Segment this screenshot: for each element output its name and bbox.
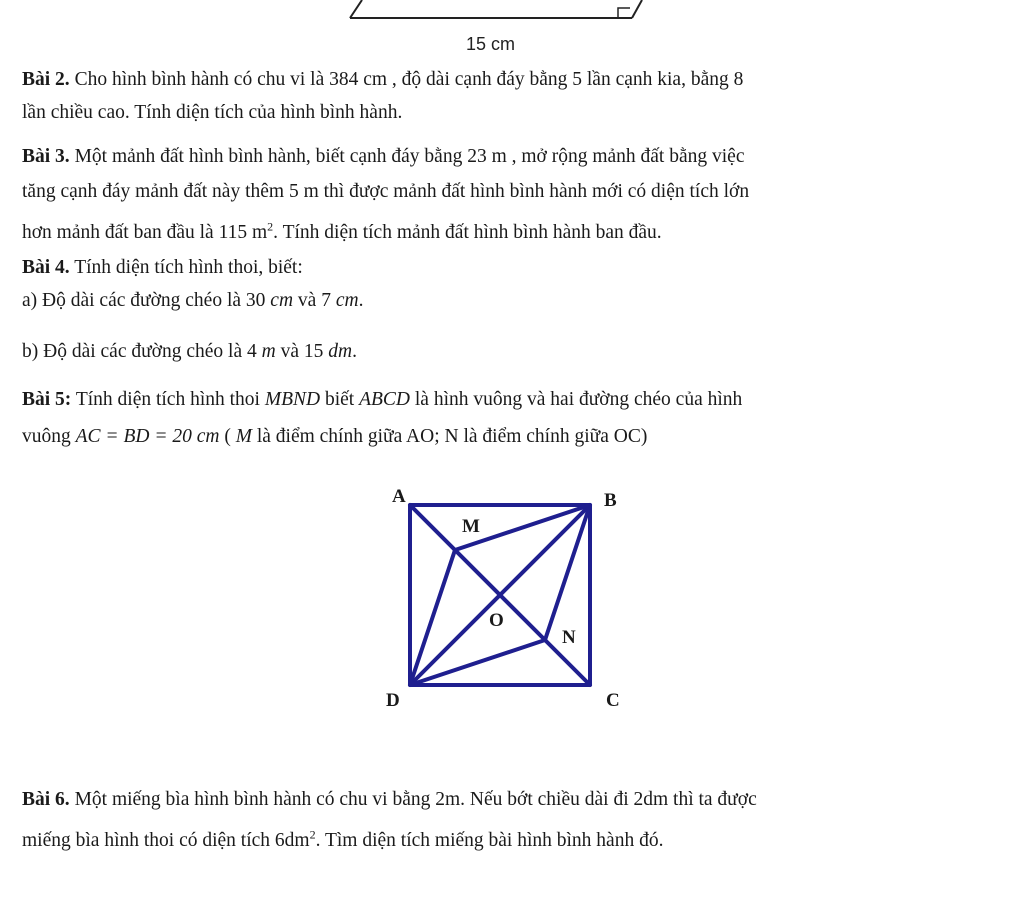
top-figure-line-right <box>632 0 642 18</box>
bai6-title: Bài 6. <box>22 789 70 810</box>
bai3-exponent: 2 <box>267 219 274 234</box>
bai3-text1: Một mảnh đất hình bình hành, biết cạnh đáy bằng 23 m , mở rộng mảnh đất bằng việc <box>69 146 745 167</box>
label-o: O <box>489 610 504 631</box>
bai5-mbnd: MBND <box>264 389 321 410</box>
bai3-text2: tăng cạnh đáy mảnh đất này thêm 5 m thì được mảnh đất hình bình hành mới có diện tích lớn <box>22 181 750 202</box>
bai3-title: Bài 3. <box>22 146 70 167</box>
bai5-m: M <box>235 426 252 447</box>
bai2-text1: Cho hình bình hành có chu vi là 384 cm , độ dài cạnh đáy bằng 5 lần cạnh kia, bằng 8 <box>69 69 744 90</box>
bai4-a-unit1: cm <box>270 290 294 311</box>
bai4-title: Bài 4. <box>22 257 70 278</box>
bai5-text2c: là điểm chính giữa AO; N là điểm chính giữa OC) <box>251 426 648 447</box>
bai2-text2: lần chiều cao. Tính diện tích của hình bình hành. <box>22 102 403 123</box>
bai5-equation: AC = BD = 20 cm <box>75 426 220 447</box>
bai4-text: Tính diện tích hình thoi, biết: <box>69 257 303 278</box>
top-figure <box>0 0 1024 60</box>
bai5-line1 <box>22 388 742 412</box>
bai2-title: Bài 2. <box>22 69 70 90</box>
bai5-text2b: ( <box>219 426 236 447</box>
bai4-a-mid: và 7 <box>293 290 336 311</box>
label-n: N <box>562 627 576 648</box>
bai6-line2 <box>22 829 663 853</box>
label-b: B <box>604 490 617 511</box>
bai5-line2 <box>22 425 647 449</box>
bai6-line1 <box>22 788 757 812</box>
bai5-text2a: vuông <box>22 426 76 447</box>
bai3-text3b: . Tính diện tích mảnh đất hình bình hành ban đầu. <box>273 222 662 243</box>
bai4-b-unit1: m <box>261 341 276 362</box>
label-c: C <box>606 690 620 710</box>
bai2-line1 <box>22 68 743 92</box>
bai2-line2 <box>22 101 402 125</box>
bai4-part-b <box>22 340 357 364</box>
bai6-text1: Một miếng bìa hình bình hành có chu vi bằng 2m. Nếu bớt chiều dài đi 2dm thì ta được <box>69 789 757 810</box>
label-d: D <box>386 690 400 710</box>
square-rhombus-figure <box>370 480 660 710</box>
bai5-text1a: Tính diện tích hình thoi <box>71 389 265 410</box>
right-angle-mark <box>618 8 630 18</box>
bai6-text2a: miếng bìa hình thoi có diện tích 6dm <box>22 830 310 851</box>
bai4-a-end: . <box>358 290 364 311</box>
bai3-line2 <box>22 180 749 204</box>
bai4-b-unit2: dm <box>328 341 353 362</box>
bai3-line3 <box>22 221 662 245</box>
bai4-b-prefix: b) Độ dài các đường chéo là 4 <box>22 341 262 362</box>
bai4-b-end: . <box>352 341 357 362</box>
bai5-text1b: biết <box>320 389 360 410</box>
top-figure-line-left <box>350 0 362 18</box>
bai5-text1c: là hình vuông và hai đường chéo của hình <box>410 389 743 410</box>
bai4-b-mid: và 15 <box>275 341 329 362</box>
top-figure-label: 15 cm <box>466 34 516 54</box>
bai4-a-prefix: a) Độ dài các đường chéo là 30 <box>22 290 271 311</box>
bai4-part-a <box>22 289 363 313</box>
label-m: M <box>462 516 480 537</box>
figure-lines <box>410 505 590 685</box>
bai4-line1 <box>22 256 303 280</box>
label-a: A <box>392 486 406 507</box>
bai5-abcd: ABCD <box>359 389 411 410</box>
bai6-exponent: 2 <box>309 827 316 842</box>
bai5-title: Bài 5: <box>22 389 72 410</box>
bai6-text2b: . Tìm diện tích miếng bài hình bình hành đó. <box>315 830 664 851</box>
bai3-text3a: hơn mảnh đất ban đầu là 115 m <box>22 222 268 243</box>
bai4-a-unit2: cm <box>335 290 359 311</box>
bai3-line1 <box>22 145 745 169</box>
